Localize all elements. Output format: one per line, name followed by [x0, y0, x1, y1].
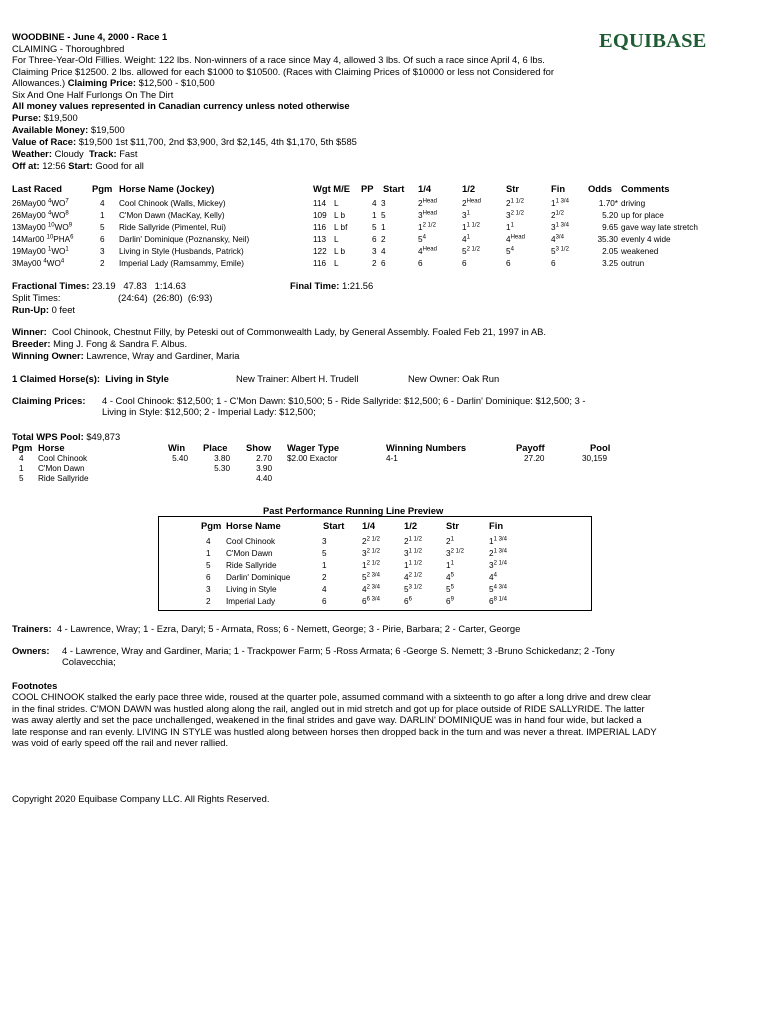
- pp-pgm: 3: [206, 585, 211, 594]
- quarter-cell: 6: [418, 259, 423, 268]
- footnote-line: was away alertly and set the pace unchallenged, weakened in the final strides and gave way. DARLIN' DOMINIQUE was in hand four wide, but lacked a: [12, 714, 642, 725]
- pp-horse: Cool Chinook: [226, 537, 276, 546]
- race-conditions-line-1: For Three-Year-Old Fillies. Weight: 122 lbs. Non-winners of a race since May 4, allowed 3 lbs. Of such a race since April 4, 6 lbs.: [12, 54, 545, 65]
- footnote-line: COOL CHINOOK stalked the early pace three wide, roused at the quarter pole, assumed command with a sixteenth to go after a long drive and drew clear: [12, 691, 652, 702]
- pp-stretch: $6^9$: [446, 596, 454, 606]
- pp-finish: $3^{2 1/4}$: [489, 560, 507, 570]
- pp-horse: Darlin' Dominique: [226, 573, 291, 582]
- race-title: WOODBINE - June 4, 2000 - Race 1: [12, 31, 168, 42]
- med-equip-cell: L: [334, 199, 339, 208]
- footnote-line: was void of early speed off the rail and never rallied.: [12, 737, 229, 748]
- half-cell: $3^1$: [462, 210, 470, 220]
- med-equip-cell: L b: [334, 211, 346, 220]
- wps-show: 4.40: [256, 474, 272, 483]
- claiming-prices-line-2: Living in Style: $12,500; 2 - Imperial Lady: $12,500;: [102, 406, 316, 417]
- race-type: CLAIMING - Thoroughbred: [12, 42, 125, 54]
- winning-numbers: 4-1: [386, 454, 398, 463]
- finish-cell: $3^{1 3/4}$: [551, 222, 569, 232]
- col-quarter: 1/4: [418, 183, 432, 194]
- last-raced-cell: 26May00 $^4WO^7$: [12, 198, 69, 208]
- quarter-cell: $5^4$: [418, 234, 426, 244]
- wps-show: 3.90: [256, 464, 272, 473]
- weight-cell: 116: [313, 223, 327, 232]
- horse-jockey-cell: Imperial Lady (Ramsammy, Emile): [119, 259, 244, 268]
- wps-horse: Ride Sallyride: [38, 474, 89, 483]
- pp-start: 5: [322, 549, 327, 558]
- last-raced-cell: 14Mar00 $^{10}$PHA$^6$: [12, 234, 74, 244]
- winner-line: Winner: Cool Chinook, Chestnut Filly, by Peteski out of Commonwealth Lady, by General Assembly. Foaled Feb 21, 1997 in AB.: [12, 326, 547, 337]
- col-odds: Odds: [588, 183, 612, 194]
- horse-jockey-cell: C'Mon Dawn (MacKay, Kelly): [119, 211, 225, 220]
- available-money: Available Money: $19,500: [12, 124, 125, 135]
- pp-start: 4: [322, 585, 327, 594]
- wps-col-place: Place: [203, 442, 228, 453]
- pp-finish: $6^{8 1/4}$: [489, 596, 507, 606]
- pp-col-stretch: Str: [446, 520, 460, 531]
- footnote-line: late response and ran evenly. LIVING IN STYLE was hustled along between horses then dropped back in the turn and was never a threat. IMPERIAL LADY: [12, 725, 657, 737]
- pp-pgm: 6: [206, 573, 211, 582]
- new-owner: New Owner: Oak Run: [408, 373, 500, 384]
- pp-quarter: $4^{2 3/4}$: [362, 584, 380, 594]
- col-stretch: Str: [506, 183, 520, 194]
- comment-cell: weakened: [621, 247, 659, 256]
- breeder-line: Breeder: Ming J. Fong & Sandra F. Albus.: [12, 338, 188, 349]
- pp-col-quarter: 1/4: [362, 520, 376, 531]
- pp-stretch: $5^5$: [446, 584, 454, 594]
- pp-quarter: $3^{2 1/2}$: [362, 548, 380, 558]
- col-pgm: Pgm: [92, 183, 113, 194]
- payoff: 27.20: [524, 454, 545, 463]
- pp-stretch: $2^1$: [446, 536, 454, 546]
- col-wgt-me: Wgt M/E: [313, 183, 350, 194]
- pp-horse: Imperial Lady: [226, 597, 276, 606]
- start-cell: 5: [381, 211, 386, 220]
- weight-cell: 116: [313, 259, 327, 268]
- finish-cell: $1^{1 3/4}$: [551, 198, 569, 208]
- run-up: Run-Up: 0 feet: [12, 304, 76, 315]
- pp-start: 6: [322, 597, 327, 606]
- weather-track: Weather: Cloudy Track: Fast: [12, 148, 138, 159]
- purse: Purse: $19,500: [12, 112, 78, 123]
- comment-cell: driving: [621, 199, 646, 208]
- pp-col-pgm: Pgm: [201, 520, 222, 531]
- claiming-prices-line-1: 4 - Cool Chinook: $12,500; 1 - C'Mon Dawn: $10,500; 5 - Ride Sallyride: $12,500; 6 - Darlin' Dominique: $12,500; 3 -: [102, 395, 586, 406]
- last-raced-cell: 19May00 $^1WO^1$: [12, 246, 69, 256]
- wps-col-win: Win: [168, 442, 186, 453]
- stretch-cell: $3^{2 1/2}$: [506, 210, 524, 220]
- stretch-cell: $4^{Head}$: [506, 234, 525, 244]
- split-times-label: Split Times:: [12, 292, 61, 303]
- col-half: 1/2: [462, 183, 476, 194]
- race-conditions-line-2: Claiming Price $12500. 2 lbs. allowed for each $1000 to $10500. (Races with Claiming Prices of $10000 or less not Considered for: [12, 65, 554, 77]
- half-cell: $2^{Head}$: [462, 198, 481, 208]
- pp-start: 2: [322, 573, 327, 582]
- horse-jockey-cell: Cool Chinook (Walls, Mickey): [119, 199, 226, 208]
- pgm-cell: 6: [100, 235, 105, 244]
- weight-cell: 114: [313, 199, 327, 208]
- col-comments: Comments: [621, 183, 670, 194]
- wps-pgm: 4: [19, 454, 24, 463]
- start-cell: 4: [381, 247, 386, 256]
- col-pp: PP: [361, 183, 374, 194]
- weight-cell: 113: [313, 235, 327, 244]
- comment-cell: gave way late stretch: [621, 223, 698, 232]
- wps-show: 2.70: [256, 454, 272, 463]
- off-at-start: Off at: 12:56 Start: Good for all: [12, 160, 144, 171]
- wager-type: $2.00 Exactor: [287, 454, 338, 463]
- footnote-line: in the final strides. C'MON DAWN was hustled along along the rail, angled out in mid stretch and got up for place outside of RIDE SALLYRIDE. The latter: [12, 702, 645, 714]
- comment-cell: outrun: [621, 259, 645, 268]
- stretch-cell: $1^1$: [506, 222, 514, 232]
- pp-start: 1: [322, 561, 327, 570]
- wps-win: 5.40: [172, 454, 188, 463]
- last-raced-cell: 13May00 $^{10}WO^9$: [12, 222, 73, 232]
- comment-cell: up for place: [621, 211, 664, 220]
- pp-finish: $2^{1 3/4}$: [489, 548, 507, 558]
- pp-finish: $1^{1 3/4}$: [489, 536, 507, 546]
- owners-line-1: 4 - Lawrence, Wray and Gardiner, Maria; 1 - Trackpower Farm; 5 -Ross Armata; 6 -George S. Nemett; 3 -Bruno Schickedanz; 2 -Tony: [62, 645, 615, 656]
- pp-cell: 1: [372, 211, 377, 220]
- pp-half: $3^{1 1/2}$: [404, 548, 422, 558]
- pp-cell: 5: [372, 223, 377, 232]
- med-equip-cell: L: [334, 259, 339, 268]
- final-time: Final Time: 1:21.56: [290, 280, 374, 291]
- start-cell: 1: [381, 223, 386, 232]
- race-conditions-line-3: Allowances.) Claiming Price: $12,500 - $10,500: [12, 77, 215, 88]
- start-cell: 2: [381, 235, 386, 244]
- wps-horse: Cool Chinook: [38, 454, 88, 463]
- wps-place: 3.80: [214, 454, 230, 463]
- odds-cell: 2.05: [602, 247, 618, 256]
- fractional-times: Fractional Times: 23.19 47.83 1:14.63: [12, 280, 186, 291]
- odds-cell: 3.25: [602, 259, 618, 268]
- horse-jockey-cell: Ride Sallyride (Pimentel, Rui): [119, 223, 226, 232]
- wps-pgm: 1: [19, 464, 24, 473]
- pp-quarter: $1^{2 1/2}$: [362, 560, 380, 570]
- pp-title: Past Performance Running Line Preview: [263, 505, 444, 516]
- pp-stretch: $4^5$: [446, 572, 454, 582]
- trainers-line: Trainers: 4 - Lawrence, Wray; 1 - Ezra, Daryl; 5 - Armata, Ross; 6 - Nemett, George; 3 - Pirie, Barbara; 2 - Carter, George: [12, 623, 521, 634]
- pp-cell: 6: [372, 235, 377, 244]
- total-wps-pool: Total WPS Pool: $49,873: [12, 431, 121, 442]
- pgm-cell: 1: [100, 211, 105, 220]
- pp-col-finish: Fin: [489, 520, 504, 531]
- pp-col-start: Start: [323, 520, 345, 531]
- half-cell: 6: [462, 259, 467, 268]
- pp-half: $5^{3 1/2}$: [404, 584, 422, 594]
- col-finish: Fin: [551, 183, 566, 194]
- pp-quarter: $5^{2 3/4}$: [362, 572, 380, 582]
- pp-half: $6^6$: [404, 596, 412, 606]
- pp-start: 3: [322, 537, 327, 546]
- col-last-raced: Last Raced: [12, 183, 63, 194]
- pgm-cell: 2: [100, 259, 105, 268]
- finish-cell: $5^{3 1/2}$: [551, 246, 569, 256]
- pp-finish: $5^{4 3/4}$: [489, 584, 507, 594]
- wps-col-pool: Pool: [590, 442, 611, 453]
- pp-half: $4^{2 1/2}$: [404, 572, 422, 582]
- horse-jockey-cell: Darlin' Dominique (Poznansky, Neil): [119, 235, 250, 244]
- split-times-value: (24:64) (26:80) (6:93): [118, 292, 213, 303]
- pgm-cell: 3: [100, 247, 105, 256]
- last-raced-cell: 26May00 $^4WO^8$: [12, 210, 69, 220]
- med-equip-cell: L b: [334, 247, 346, 256]
- pp-col-horse: Horse Name: [226, 520, 281, 531]
- wps-horse: C'Mon Dawn: [38, 464, 85, 473]
- odds-cell: 35.30: [597, 235, 618, 244]
- weight-cell: 109: [313, 211, 327, 220]
- stretch-cell: $5^4$: [506, 246, 514, 256]
- odds-cell: 5.20: [602, 211, 618, 220]
- wps-pgm: 5: [19, 474, 24, 483]
- horse-jockey-cell: Living in Style (Husbands, Patrick): [119, 247, 244, 256]
- footnotes-label: Footnotes: [12, 680, 58, 691]
- claimed-horses: 1 Claimed Horse(s): Living in Style: [12, 373, 169, 384]
- pp-finish: $4^4$: [489, 572, 497, 582]
- quarter-cell: $4^{Head}$: [418, 246, 437, 256]
- pp-col-half: 1/2: [404, 520, 418, 531]
- pp-horse: C'Mon Dawn: [226, 549, 273, 558]
- med-equip-cell: L bf: [334, 223, 348, 232]
- pp-stretch: $1^1$: [446, 560, 454, 570]
- finish-cell: $2^{1/2}$: [551, 210, 564, 220]
- distance: Six And One Half Furlongs On The Dirt: [12, 88, 174, 100]
- pp-cell: 4: [372, 199, 377, 208]
- value-of-race: Value of Race: $19,500 1st $11,700, 2nd $3,900, 3rd $2,145, 4th $1,170, 5th $585: [12, 136, 357, 147]
- stretch-cell: 6: [506, 259, 511, 268]
- col-start: Start: [383, 183, 405, 194]
- quarter-cell: $1^{2 1/2}$: [418, 222, 436, 232]
- comment-cell: evenly 4 wide: [621, 235, 671, 244]
- med-equip-cell: L: [334, 235, 339, 244]
- claiming-prices-label: Claiming Prices:: [12, 395, 86, 406]
- pp-half: $1^{1 1/2}$: [404, 560, 422, 570]
- copyright: Copyright 2020 Equibase Company LLC. All Rights Reserved.: [12, 793, 270, 804]
- half-cell: $5^{2 1/2}$: [462, 246, 480, 256]
- wps-col-numbers: Winning Numbers: [386, 442, 467, 453]
- wps-col-horse: Horse: [38, 442, 65, 453]
- wps-col-show: Show: [246, 442, 271, 453]
- pp-quarter: $2^{2 1/2}$: [362, 536, 380, 546]
- pp-half: $2^{1 1/2}$: [404, 536, 422, 546]
- pgm-cell: 5: [100, 223, 105, 232]
- owners-label: Owners:: [12, 645, 50, 656]
- pool: 30,159: [582, 454, 608, 463]
- half-cell: $4^1$: [462, 234, 470, 244]
- wps-col-pgm: Pgm: [12, 442, 33, 453]
- equibase-logo: EQUIBASE: [599, 30, 707, 52]
- pp-horse: Ride Sallyride: [226, 561, 277, 570]
- pp-pgm: 1: [206, 549, 211, 558]
- half-cell: $1^{1 1/2}$: [462, 222, 480, 232]
- pp-stretch: $3^{2 1/2}$: [446, 548, 464, 558]
- pp-quarter: $6^{6 3/4}$: [362, 596, 380, 606]
- pp-pgm: 2: [206, 597, 211, 606]
- odds-cell: 1.70*: [598, 199, 618, 208]
- start-cell: 6: [381, 259, 386, 268]
- new-trainer: New Trainer: Albert H. Trudell: [236, 373, 359, 384]
- pp-horse: Living in Style: [226, 585, 277, 594]
- wps-col-payoff: Payoff: [516, 442, 545, 453]
- pp-cell: 3: [372, 247, 377, 256]
- weight-cell: 122: [313, 247, 327, 256]
- pp-pgm: 5: [206, 561, 211, 570]
- stretch-cell: $2^{1 1/2}$: [506, 198, 524, 208]
- pp-pgm: 4: [206, 537, 211, 546]
- quarter-cell: $2^{Head}$: [418, 198, 437, 208]
- finish-cell: $4^{3/4}$: [551, 234, 564, 244]
- owners-line-2: Colavecchia;: [62, 656, 116, 667]
- pp-cell: 2: [372, 259, 377, 268]
- start-cell: 3: [381, 199, 386, 208]
- pgm-cell: 4: [100, 199, 105, 208]
- wps-place: 5.30: [214, 464, 230, 473]
- wps-col-wager: Wager Type: [287, 442, 340, 453]
- col-horse-jockey: Horse Name (Jockey): [119, 183, 215, 194]
- last-raced-cell: 3May00 $^4WO^4$: [12, 258, 65, 268]
- winning-owner-line: Winning Owner: Lawrence, Wray and Gardiner, Maria: [12, 350, 240, 361]
- finish-cell: 6: [551, 259, 556, 268]
- currency-note: All money values represented in Canadian currency unless noted otherwise: [12, 100, 350, 111]
- odds-cell: 9.65: [602, 223, 618, 232]
- quarter-cell: $3^{Head}$: [418, 210, 437, 220]
